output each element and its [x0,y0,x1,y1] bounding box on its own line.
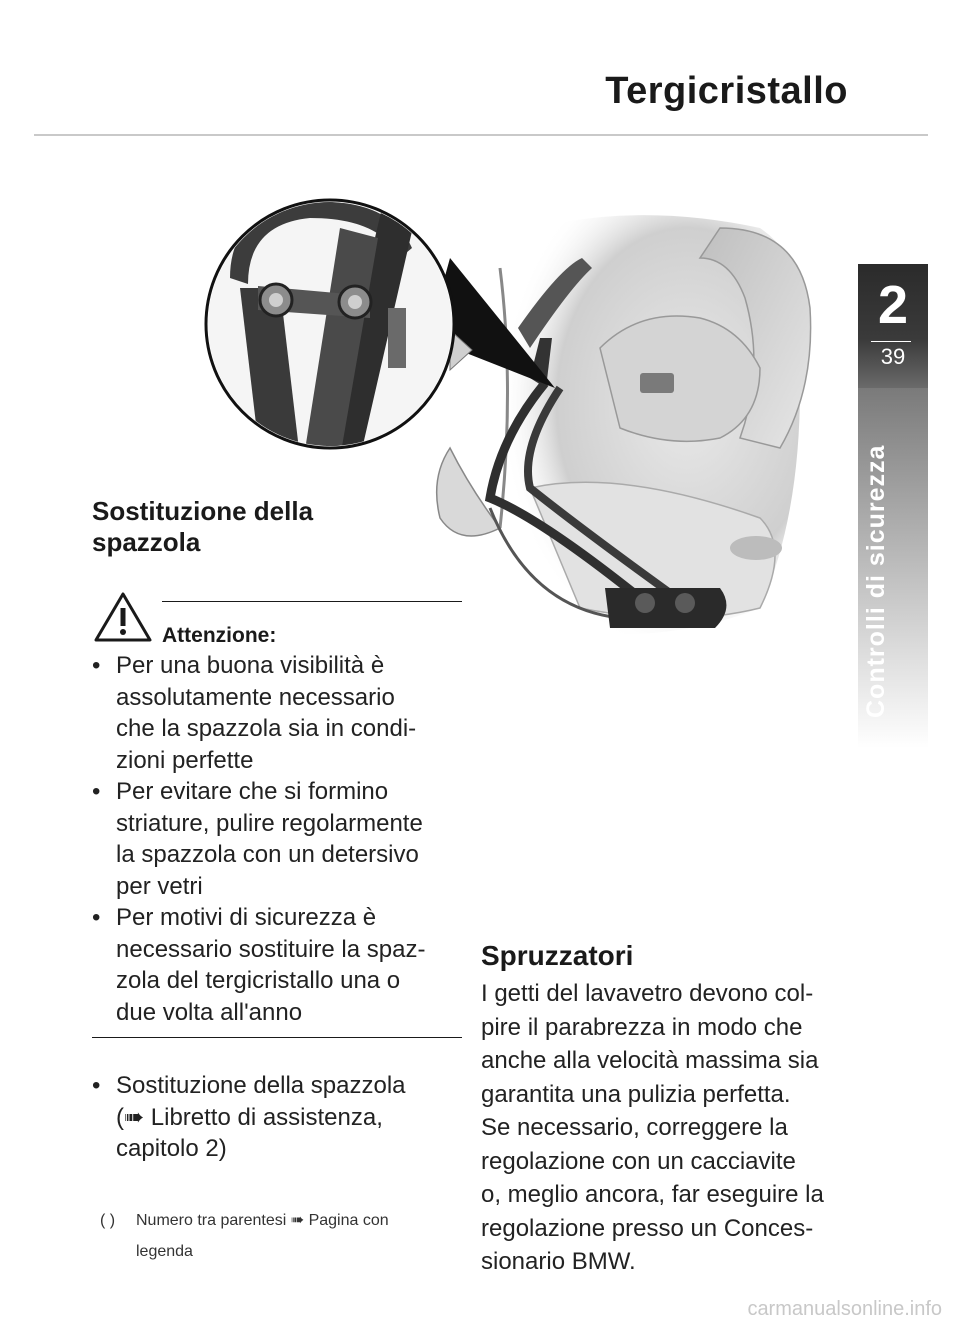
section-body-washers [481,977,861,1279]
section-heading-washers: Spruzzatori [481,940,634,971]
warning-list [92,650,464,1028]
body-line: anche alla velocità massima sia [481,1047,819,1074]
section-heading-blade [92,496,392,558]
body-line: I getti del lavavetro devono col- [481,980,814,1007]
bullet-icon: • [92,1072,101,1099]
warning-item-line: due volta all'anno [116,998,303,1026]
bullet-icon: • [92,778,101,805]
body-line: garantita una pulizia perfetta. [481,1080,791,1108]
list-item-line: Sostituzione della spazzola [116,1072,406,1099]
footnote-parentheses: ( ) [100,1212,116,1229]
list-item [92,1070,464,1165]
warning-item-line: la spazzola con un detersivo [116,841,419,868]
warning-item-line: zola del tergicristallo una o [116,967,401,994]
warning-item-line: striature, pulire regolarmente [116,809,423,837]
body-line: Se necessario, correggere la [481,1114,788,1141]
footnote [100,1205,462,1267]
warning-top-rule [162,601,462,602]
warning-item [92,650,464,776]
warning-item-line: per vetri [116,872,203,900]
procedure-list [92,1070,464,1165]
chapter-label: Controlli di sicurezza [862,444,890,718]
warning-item-line: Per una buona visibilità è [116,652,385,679]
body-line: o, meglio ancora, far eseguire la [481,1181,824,1208]
warning-item [92,902,464,1028]
list-item-line: (➠ Libretto di assistenza, [116,1103,383,1131]
watermark: carmanualsonline.info [747,1298,942,1320]
page-title: Tergicristallo [605,70,848,112]
section-heading-line: spazzola [92,527,201,557]
footnote-text: legenda [136,1243,193,1260]
bullet-icon: • [92,904,101,931]
warning-triangle-icon [92,590,154,644]
footnote-text: Numero tra parentesi ➠ Pagina con [136,1212,389,1229]
chapter-divider [871,341,911,342]
list-item-line: capitolo 2) [116,1135,227,1162]
warning-item-line: necessario sostituire la spaz- [116,935,426,963]
page-number: 39 [880,344,906,369]
warning-item [92,776,464,902]
body-line: regolazione con un cacciavite [481,1147,796,1175]
bullet-icon: • [92,652,101,679]
warning-title: Attenzione: [162,624,277,647]
body-line: regolazione presso un Conces- [481,1214,814,1242]
warning-bottom-rule [92,1037,462,1038]
warning-item-line: Per evitare che si formino [116,778,389,805]
chapter-number: 2 [877,275,909,335]
warning-item-line: che la spazzola sia in condi- [116,715,417,742]
warning-item-line: zioni perfette [116,746,254,774]
body-line: pire il parabrezza in modo che [481,1013,803,1041]
body-line: sionario BMW. [481,1248,636,1275]
section-heading-line: Sostituzione della [92,496,314,526]
warning-item-line: assolutamente necessario [116,683,395,711]
warning-item-line: Per motivi di sicurezza è [116,904,377,931]
title-divider [34,134,928,136]
wiper-blade-diagram [200,188,820,648]
